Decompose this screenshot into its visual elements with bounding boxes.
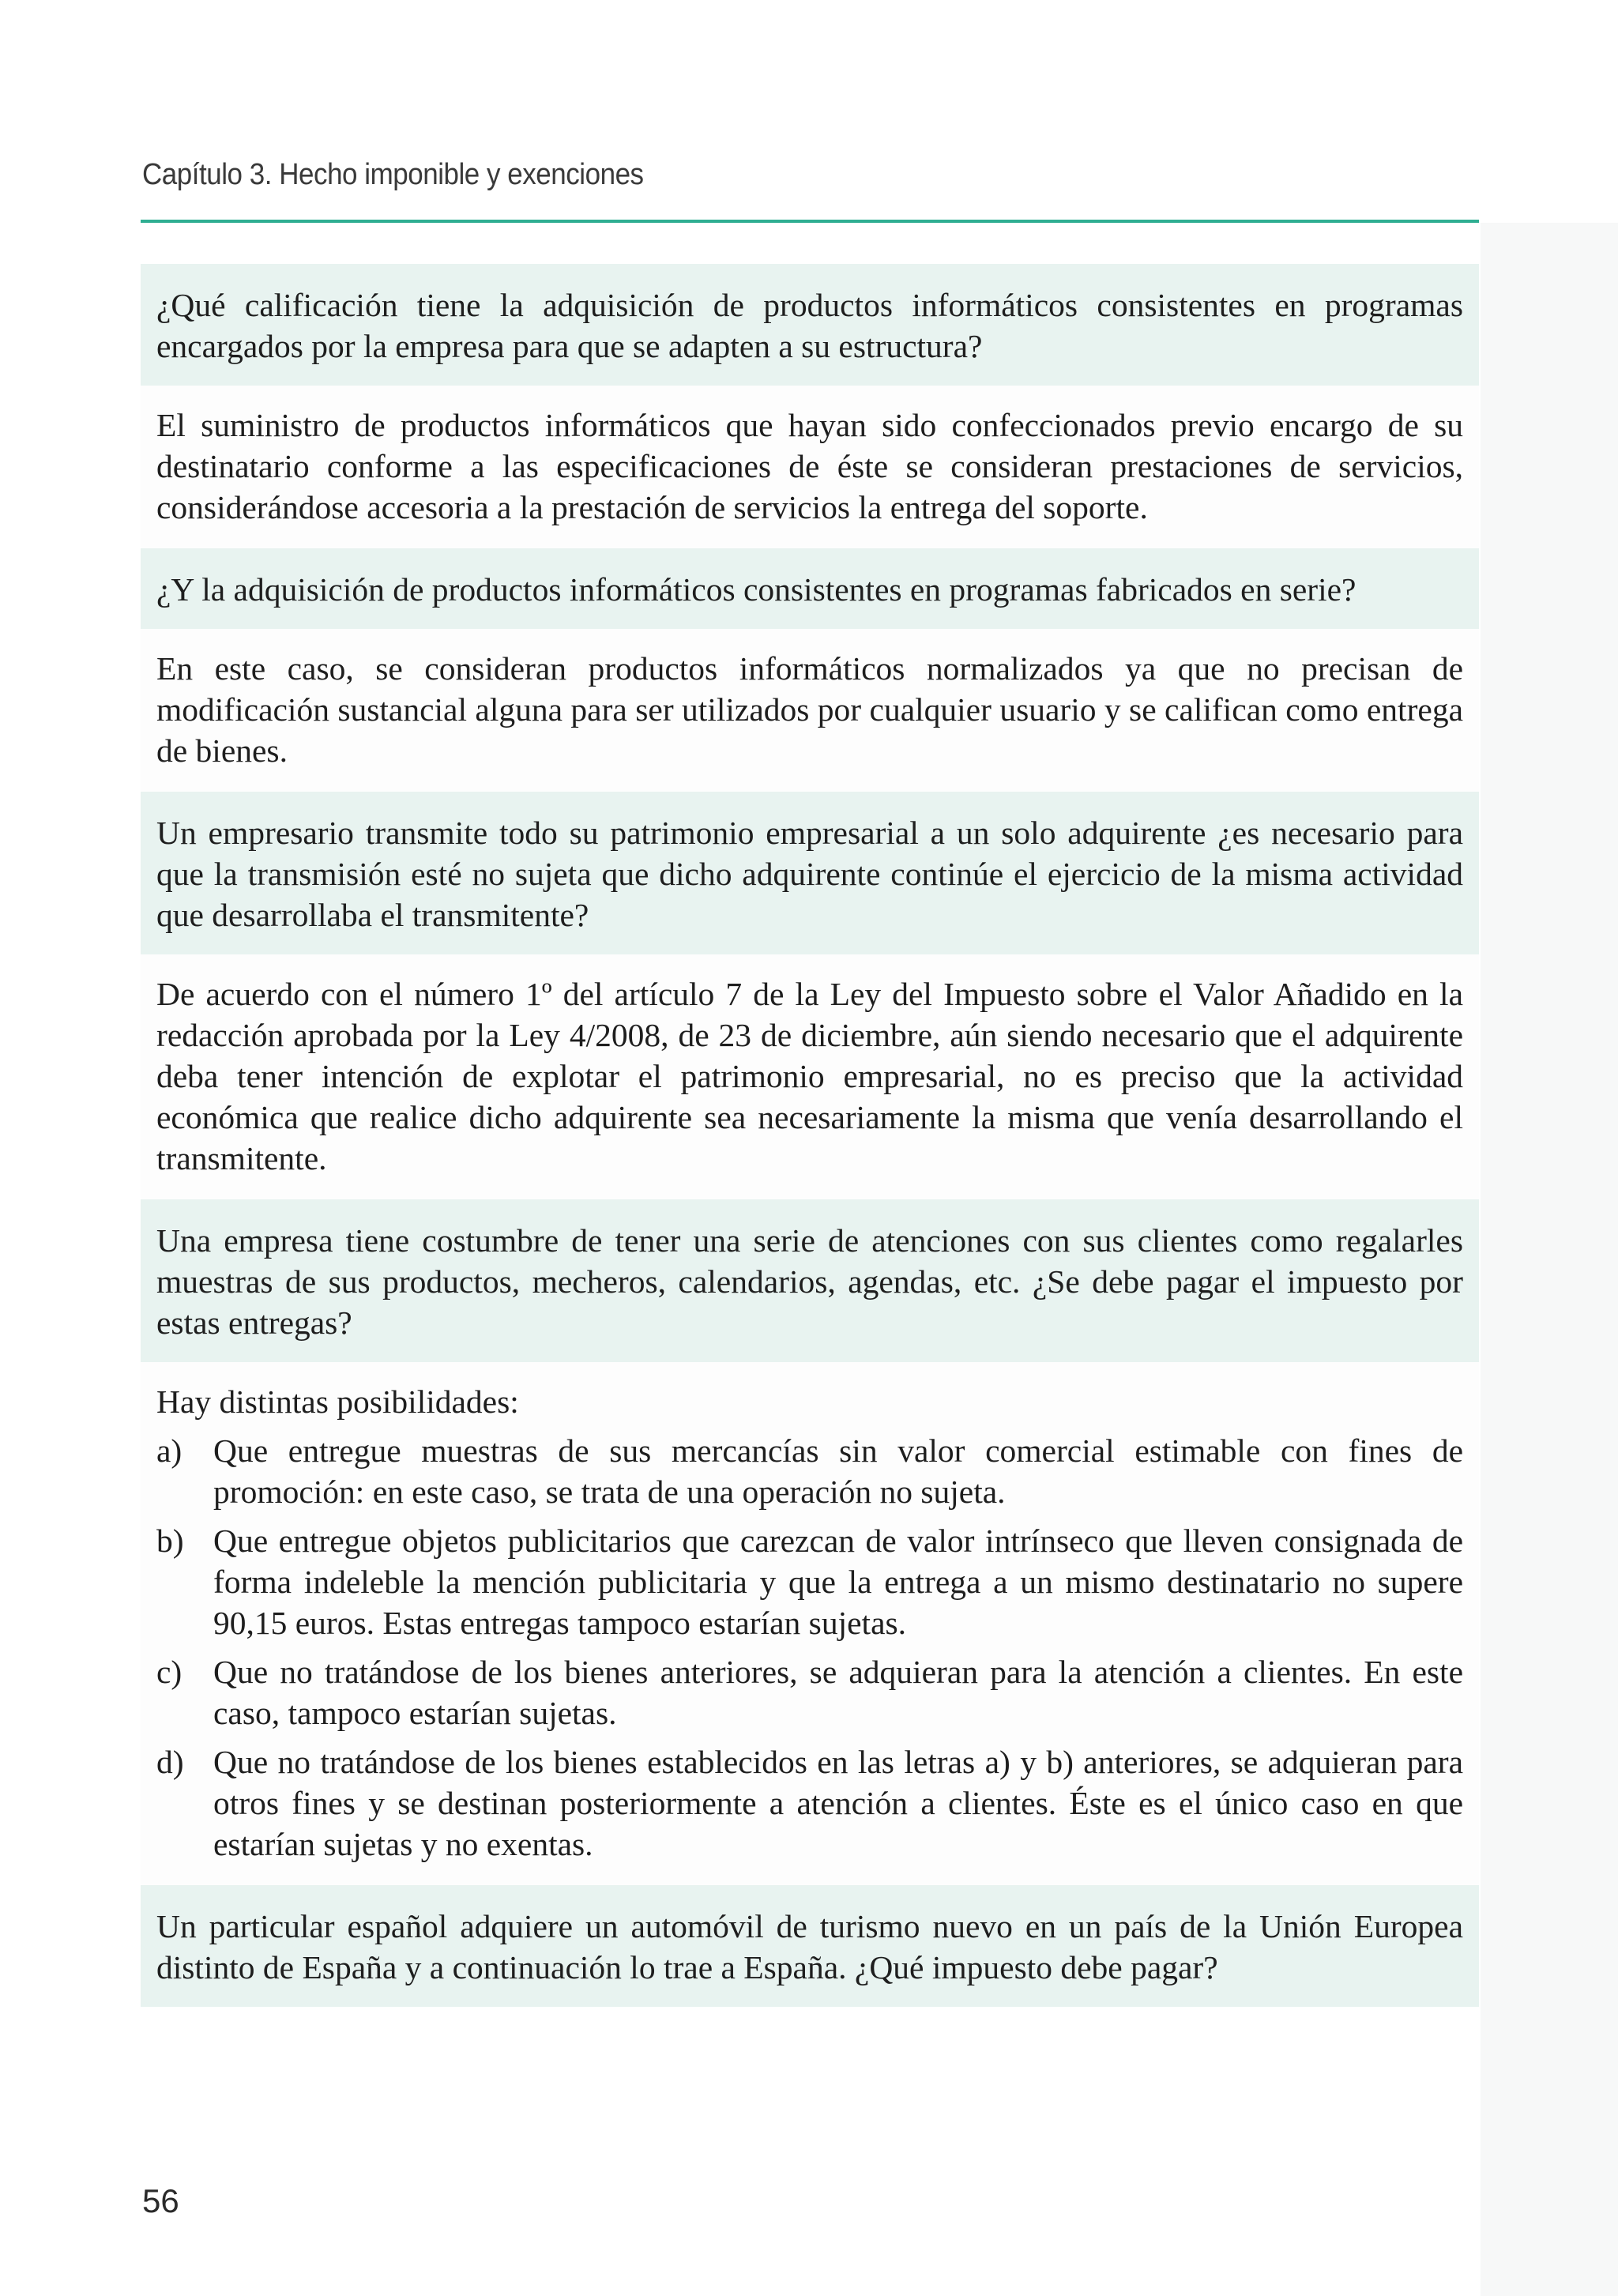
list-item-text: Que entregue objetos publicitarios que carezcan de valor intrínseco que lleven consignada de forma indeleble la mención publicitaria y que la entrega a un mismo destinatario no supere 90,15 euros. Estas entregas tampoco estarían sujetas. — [213, 1523, 1463, 1641]
list-item — [156, 1741, 1463, 1865]
page-margin-shade — [1481, 223, 1618, 2296]
list-item-text: Que no tratándose de los bienes anteriores, se adquieran para la atención a clientes. En este caso, tampoco estarían sujetas. — [213, 1654, 1463, 1731]
list-item-letter: a) — [156, 1432, 182, 1469]
question-box-1: ¿Qué calificación tiene la adquisición de productos informáticos consistentes en programas encargados por la empresa para que se adapten a su estructura? — [141, 264, 1479, 386]
question-box-4: Una empresa tiene costumbre de tener una serie de atenciones con sus clientes como regalarles muestras de sus productos, mecheros, calendarios, agendas, etc. ¿Se debe pagar el impuesto por estas entregas? — [141, 1199, 1479, 1362]
list-item-letter: d) — [156, 1744, 184, 1780]
list-item-letter: b) — [156, 1523, 184, 1559]
list-item-text: Que no tratándose de los bienes establecidos en las letras a) y b) anteriores, se adquieran para otros fines y se destinan posteriormente a atención a clientes. Éste es el único caso en que estarían sujetas y no exentas. — [213, 1744, 1463, 1862]
question-box-3: Un empresario transmite todo su patrimonio empresarial a un solo adquirente ¿es necesario para que la transmisión esté no sujeta que dicho adquirente continúe el ejercicio de la misma actividad que desarrollaba el transmitente? — [141, 792, 1479, 954]
list-item — [156, 1651, 1463, 1733]
page-number: 56 — [142, 2182, 179, 2219]
header-rule — [141, 220, 1479, 223]
chapter-header: Capítulo 3. Hecho imponible y exenciones — [142, 158, 644, 191]
list-item — [156, 1430, 1463, 1512]
answer-2: En este caso, se consideran productos informáticos normalizados ya que no precisan de modificación sustancial alguna para ser utilizados por cualquier usuario y se califican como entrega de bienes. — [141, 629, 1479, 792]
page-content — [141, 264, 1479, 2007]
question-box-5: Un particular español adquiere un automóvil de turismo nuevo en un país de la Unión Europea distinto de España y a continuación lo trae a España. ¿Qué impuesto debe pagar? — [141, 1885, 1479, 2007]
answer-4 — [141, 1362, 1479, 1885]
list-item — [156, 1520, 1463, 1643]
list-item-letter: c) — [156, 1654, 182, 1690]
answer-4-intro: Hay distintas posibilidades: — [156, 1383, 519, 1420]
answer-3: De acuerdo con el número 1º del artículo 7 de la Ley del Impuesto sobre el Valor Añadido en la redacción aprobada por la Ley 4/2008, de 23 de diciembre, aún siendo necesario que el adquirente deba tener intención de explotar el patrimonio empresarial, no es preciso que la actividad económica que realice dicho adquirente sea necesariamente la misma que venía desarrollando el transmitente. — [141, 954, 1479, 1199]
list-item-text: Que entregue muestras de sus mercancías sin valor comercial estimable con fines de promoción: en este caso, se trata de una operación no sujeta. — [213, 1432, 1463, 1510]
answer-1: El suministro de productos informáticos que hayan sido confeccionados previo encargo de su destinatario conforme a las especificaciones de éste se consideran prestaciones de servicios, considerándose accesoria a la prestación de servicios la entrega del soporte. — [141, 386, 1479, 548]
possibilities-list — [156, 1430, 1463, 1865]
question-box-2: ¿Y la adquisición de productos informáticos consistentes en programas fabricados en serie? — [141, 548, 1479, 629]
